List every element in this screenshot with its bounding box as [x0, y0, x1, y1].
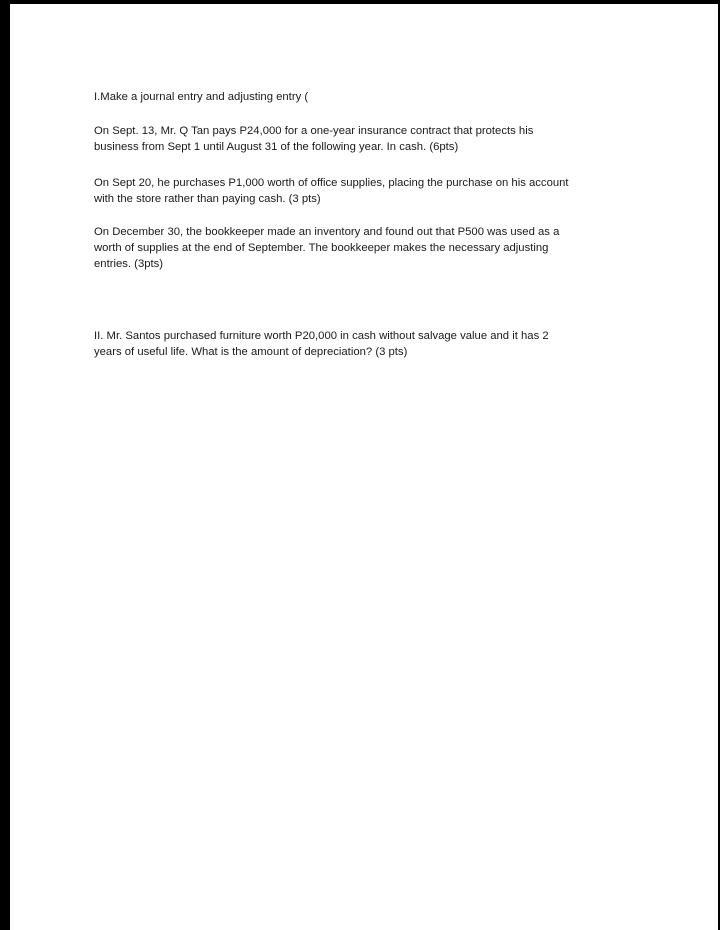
paragraph-office-supplies: On Sept 20, he purchases P1,000 worth of office supplies, placing the purchase on his account with the store rather than paying cash. (3 pts) — [94, 177, 569, 205]
part2-depreciation-question: II. Mr. Santos purchased furniture worth P20,000 in cash without salvage value and it has 2 years of useful life. What is the amount of depreciation? (3 pts) — [94, 330, 549, 358]
document-page — [10, 4, 718, 930]
part1-heading: I.Make a journal entry and adjusting entry ( — [94, 91, 309, 103]
paragraph-inventory-adjustment: On December 30, the bookkeeper made an inventory and found out that P500 was used as a worth of supplies at the end of September. The bookkeeper makes the necessary adjusting entries. (3pts) — [94, 226, 560, 270]
paragraph-insurance: On Sept. 13, Mr. Q Tan pays P24,000 for a one-year insurance contract that protects his business from Sept 1 until August 31 of the following year. In cash. (6pts) — [94, 125, 534, 153]
